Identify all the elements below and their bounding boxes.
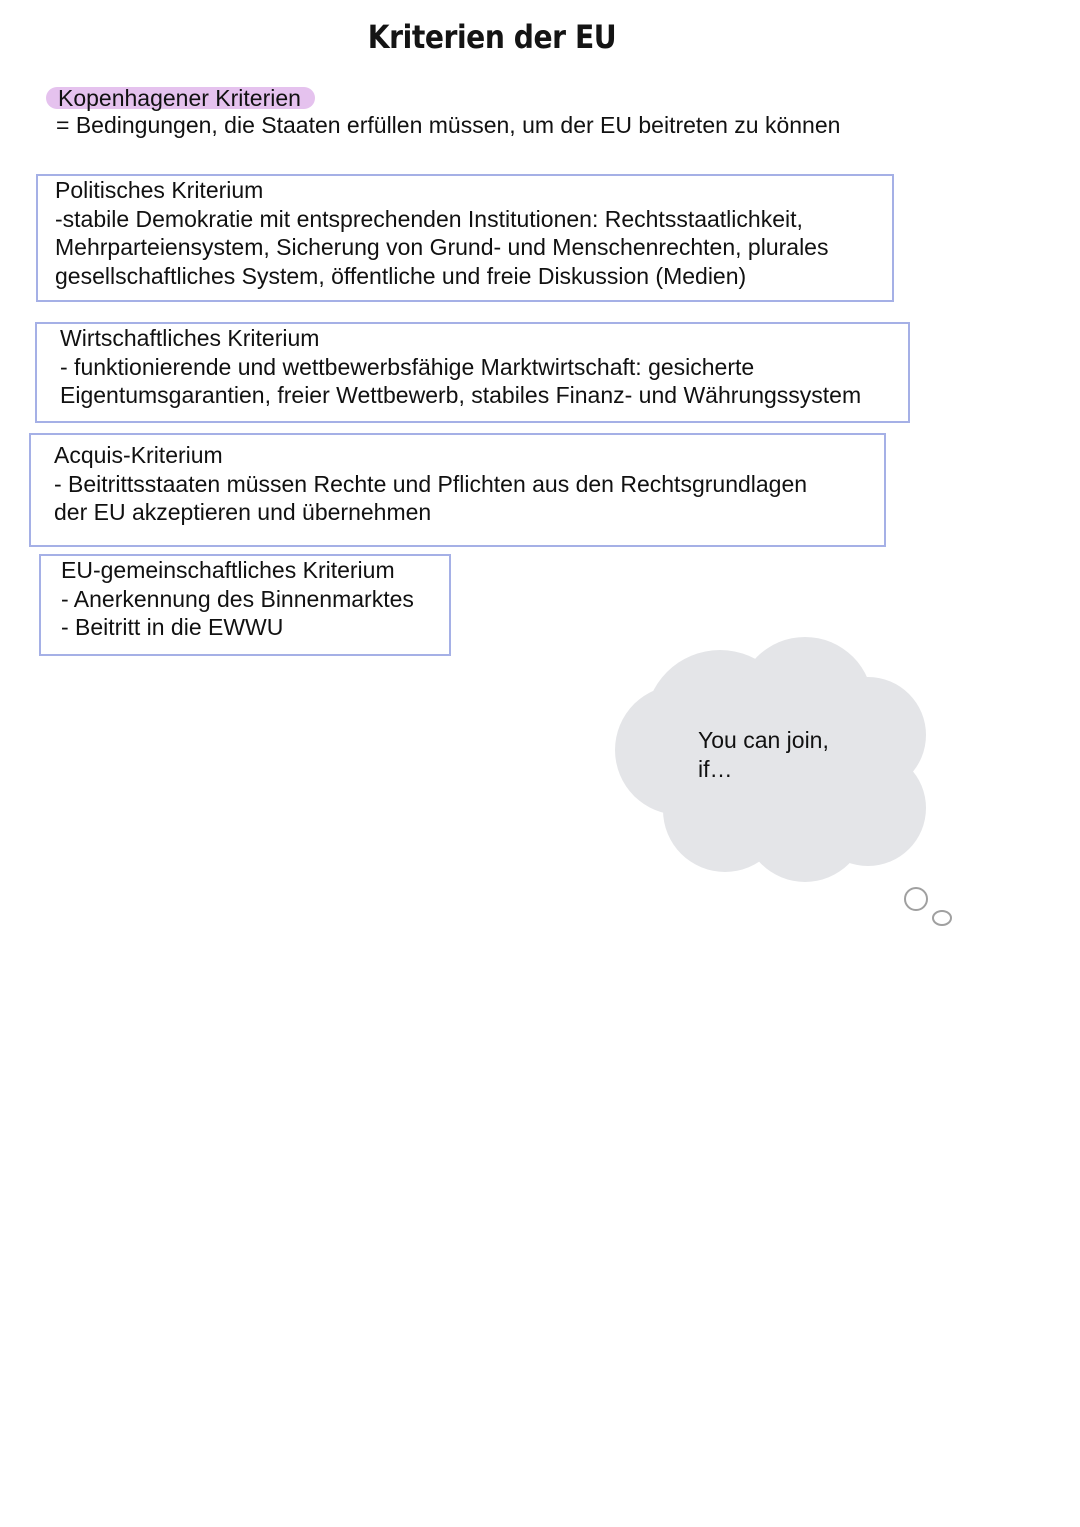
thought-bubble-text <box>698 726 829 783</box>
criterion-box-acquis <box>29 433 886 547</box>
page-title: Kriterien der EU <box>367 18 617 56</box>
criterion-box-economic <box>35 322 910 423</box>
criterion-heading: Wirtschaftliches Kriterium <box>60 325 320 351</box>
criterion-line: Eigentumsgarantien, freier Wettbewerb, stabiles Finanz- und Währungssystem <box>60 382 862 408</box>
criterion-line: gesellschaftliches System, öffentliche und freie Diskussion (Medien) <box>55 262 747 289</box>
criterion-heading: EU-gemeinschaftliches Kriterium <box>61 557 395 583</box>
criterion-line: - Beitritt in die EWWU <box>61 614 284 640</box>
criterion-line: der EU akzeptieren und übernehmen <box>54 499 432 525</box>
criterion-heading: Politisches Kriterium <box>55 177 264 203</box>
criterion-line: -stabile Demokratie mit entsprechenden Institutionen: Rechtsstaatlichkeit, <box>55 205 803 232</box>
criterion-box-community <box>39 554 451 656</box>
criterion-box-political <box>36 174 894 302</box>
definition-text: = Bedingungen, die Staaten erfüllen müssen, um der EU beitreten zu können <box>56 112 841 138</box>
highlighted-term: Kopenhagener Kriterien <box>46 87 315 109</box>
thought-line: if… <box>698 755 733 782</box>
criterion-line: Mehrparteiensystem, Sicherung von Grund- und Menschenrechten, plurales <box>55 234 829 260</box>
thought-trail-icon <box>895 880 965 930</box>
thought-line: You can join, <box>698 727 829 753</box>
criterion-heading: Acquis-Kriterium <box>54 442 223 468</box>
criterion-line: - Beitrittsstaaten müssen Rechte und Pflichten aus den Rechtsgrundlagen <box>54 470 808 497</box>
criterion-line: - Anerkennung des Binnenmarktes <box>61 585 414 612</box>
criterion-line: - funktionierende und wettbewerbsfähige Marktwirtschaft: gesicherte <box>60 353 755 380</box>
